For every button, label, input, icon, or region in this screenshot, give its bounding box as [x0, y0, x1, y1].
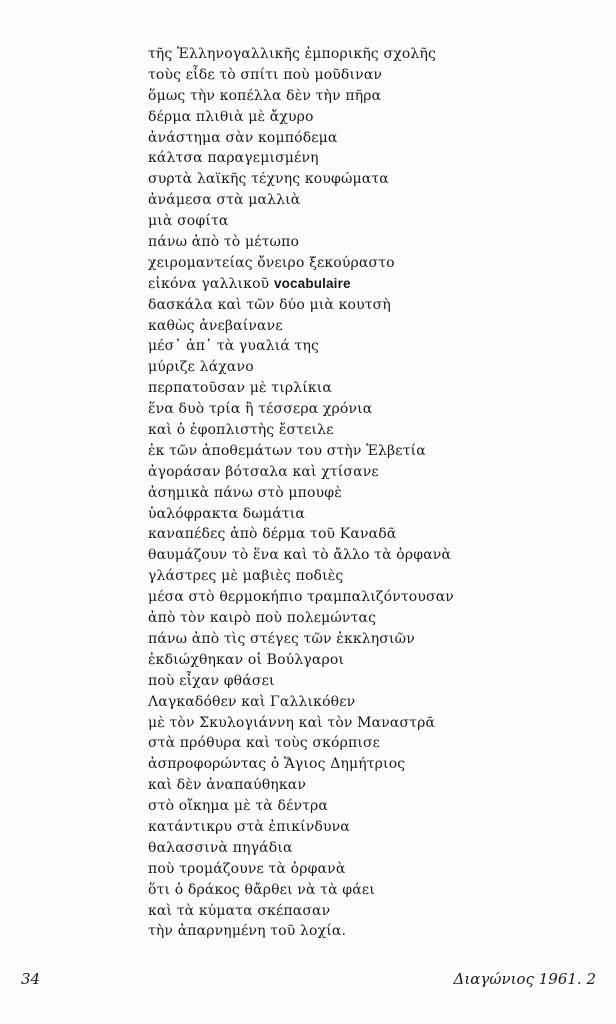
- poem-line: πάνω ἀπὸ τὶς στέγες τῶν ἐκκλησιῶν: [148, 630, 415, 647]
- poem-line: μέσ᾽ ἀπ᾽ τὰ γυαλιά της: [148, 338, 319, 355]
- poem-line: τοὺς εἶδε τὸ σπίτι ποὺ μοῦδιναν: [148, 66, 383, 83]
- poem-line: καὶ ὁ ἐφοπλιστὴς ἔστειλε: [148, 422, 334, 439]
- poem-line: ἀσπροφορώντας ὁ Ἅγιος Δημήτριος: [148, 756, 406, 773]
- poem-line: καὶ τὰ κύματα σκέπασαν: [148, 902, 331, 919]
- poem-line: ὅτι ὁ δράκος θἄρθει νὰ τὰ φάει: [148, 881, 375, 898]
- poem-line: τῆς Ἑλληνογαλλικῆς ἐμπορικῆς σχολῆς: [148, 46, 436, 62]
- poem-line: μύριζε λάχανο: [148, 359, 254, 376]
- page-number: 34: [21, 970, 41, 988]
- poem-line: γλάστρες μὲ μαβιὲς ποδιὲς: [148, 568, 344, 585]
- poem-line: θαυμάζουν τὸ ἕνα καὶ τὸ ἄλλο τὰ ὀρφανὰ: [148, 547, 452, 564]
- poem-line: ἕνα δυὸ τρία ἢ τέσσερα χρόνια: [148, 401, 373, 418]
- issue-label: Διαγώνιος 1961. 2: [453, 970, 596, 988]
- poem-line: πάνω ἀπὸ τὸ μέτωπο: [148, 234, 300, 251]
- latin-word: vocabulaire: [273, 275, 351, 291]
- poem-line: δέρμα πλιθιὰ μὲ ἄχυρο: [148, 108, 314, 125]
- poem-line: συρτὰ λαϊκῆς τέχνης κουφώματα: [148, 171, 389, 188]
- poem-line: καὶ δὲν ἀναπαύθηκαν: [148, 777, 307, 794]
- poem-line: στὸ οἴκημα μὲ τὰ δέντρα: [148, 798, 329, 815]
- poem-line: ὅμως τὴν κοπέλλα δὲν τὴν πῆρα: [148, 87, 382, 104]
- poem-line: δασκάλα καὶ τῶν δύο μιὰ κουτσὴ: [148, 296, 391, 313]
- poem-line: ἀνάστημα σὰν κομπόδεμα: [148, 129, 338, 146]
- poem-line: ποὺ εἶχαν φθάσει: [148, 672, 275, 689]
- poem-line: ἐκ τῶν ἀποθεμάτων του στὴν Ἑλβετία: [148, 442, 426, 459]
- poem-line: μέσα στὸ θερμοκήπιο τραμπαλιζόντουσαν: [148, 589, 454, 606]
- poem-line: ἀνάμεσα στὰ μαλλιὰ: [148, 192, 301, 209]
- poem-line: χειρομαντείας ὄνειρο ξεκούραστο: [148, 254, 395, 271]
- poem-line: στὰ πρόθυρα καὶ τοὺς σκόρπισε: [148, 735, 381, 752]
- poem-line-text: εἰκόνα γαλλικοῦ: [148, 275, 270, 292]
- poem-line: ὑαλόφρακτα δωμάτια: [148, 505, 305, 522]
- poem-line: ἀπὸ τὸν καιρὸ ποὺ πολεμώντας: [148, 610, 377, 627]
- poem-line: καθὼς ἀνεβαίνανε: [148, 317, 283, 334]
- poem-line: μὲ τὸν Σκυλογιάννη καὶ τὸν Μαναστρᾶ: [148, 714, 436, 731]
- poem-line: κατάντικρυ στὰ ἐπικίνδυνα: [148, 818, 350, 835]
- poem-line: ἀγοράσαν βότσαλα καὶ χτίσανε: [148, 463, 379, 480]
- poem-line: καναπέδες ἀπὸ δέρμα τοῦ Καναδᾶ: [148, 526, 397, 543]
- poem-line: περπατοῦσαν μὲ τιρλίκια: [148, 380, 333, 397]
- poem-text: [148, 44, 454, 942]
- poem-line: θαλασσινὰ πηγάδια: [148, 839, 293, 856]
- poem-line: ἀσημικὰ πάνω στὸ μπουφὲ: [148, 484, 342, 501]
- poem-line: ποὺ τρομάζουνε τὰ ὀρφανὰ: [148, 860, 346, 877]
- poem-line: τὴν ἀπαρνημένη τοῦ λοχία.: [148, 923, 347, 940]
- poem-line: μιὰ σοφίτα: [148, 213, 229, 230]
- poem-line: [148, 274, 454, 295]
- poem-line: ἐκδιώχθηκαν οἱ Βούλγαροι: [148, 651, 345, 668]
- poem-line: Λαγκαδόθεν καὶ Γαλλικόθεν: [148, 693, 356, 710]
- poem-line: κάλτσα παραγεμισμένη: [148, 150, 319, 167]
